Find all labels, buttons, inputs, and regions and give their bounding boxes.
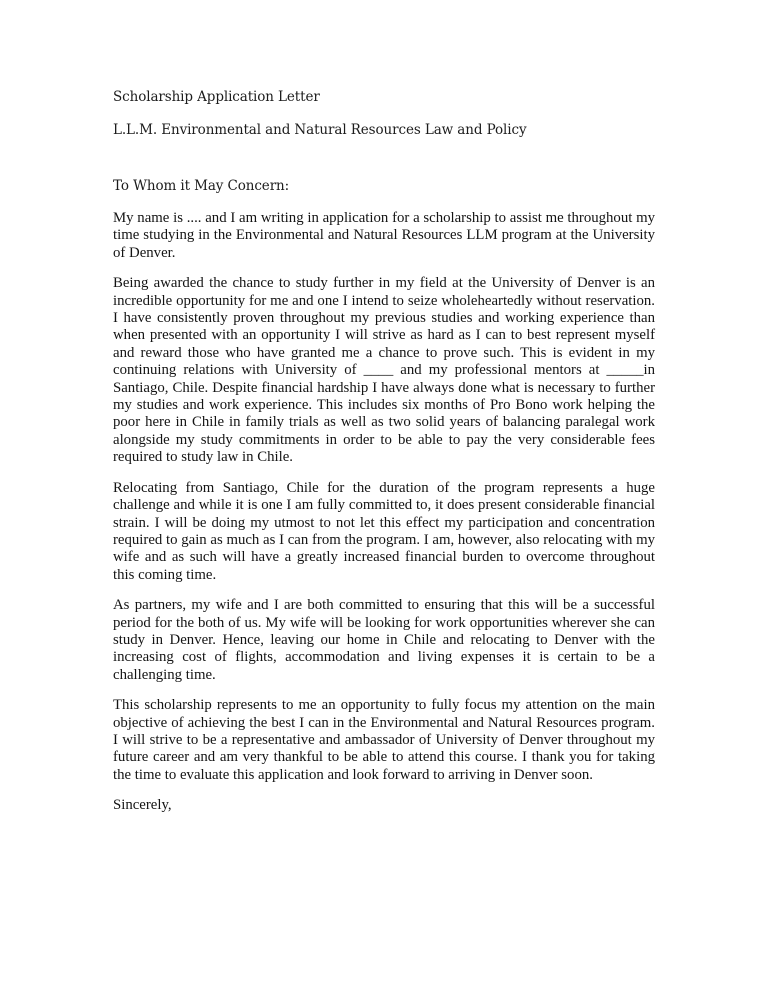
salutation: To Whom it May Concern:: [113, 178, 290, 194]
paragraph-partners: As partners, my wife and I are both committed to ensuring that this will be a successful period for the both of us. My wife will be looking for work opportunities wherever she can study in Denver. Hence, leaving our home in Chile and relocating to Denver with the increasing cost of flights, accommodation and living expenses it is certain to be a challenging time.: [113, 597, 655, 683]
paragraph-introduction: My name is .... and I am writing in application for a scholarship to assist me throughout my time studying in the Environmental and Natural Resources LLM program at the University of Denver.: [113, 210, 655, 261]
paragraph-conclusion: This scholarship represents to me an opportunity to fully focus my attention on the main objective of achieving the best I can in the Environmental and Natural Resources program. I will strive to be a representative and ambassador of University of Denver throughout my future career and am very thankful to be able to attend this course. I thank you for taking the time to evaluate this application and look forward to arriving in Denver soon.: [113, 697, 655, 783]
document-title: Scholarship Application Letter: [113, 89, 320, 105]
paragraph-relocation: Relocating from Santiago, Chile for the duration of the program represents a huge challenge and while it is one I am fully committed to, it does present considerable financial strain. I will be doing my utmost to not let this effect my participation and concentration required to gain as much as I can from the program. I am, however, also relocating with my wife and as such will have a greatly increased financial burden to overcome throughout this coming time.: [113, 479, 655, 583]
paragraph-background: Being awarded the chance to study further in my field at the University of Denver is an incredible opportunity for me and one I intend to seize wholeheartedly without reservation. I have consistently proven throughout my previous studies and working experience than when presented with an opportunity I will strive as hard as I can to best represent myself and reward those who have granted me a chance to prove such. This is evident in my continuing relations with University of ____ and my professional mentors at _____in Santiago, Chile. Despite financial hardship I have always done what is necessary to further my studies and work experience. This includes six months of Pro Bono work helping the poor here in Chile in family trials as well as two solid years of balancing paralegal work alongside my study commitments in order to be able to pay the very considerable fees required to study law in Chile.: [113, 275, 655, 466]
document-subtitle: L.L.M. Environmental and Natural Resources Law and Policy: [113, 122, 527, 138]
closing-sincerely: Sincerely,: [113, 797, 172, 814]
